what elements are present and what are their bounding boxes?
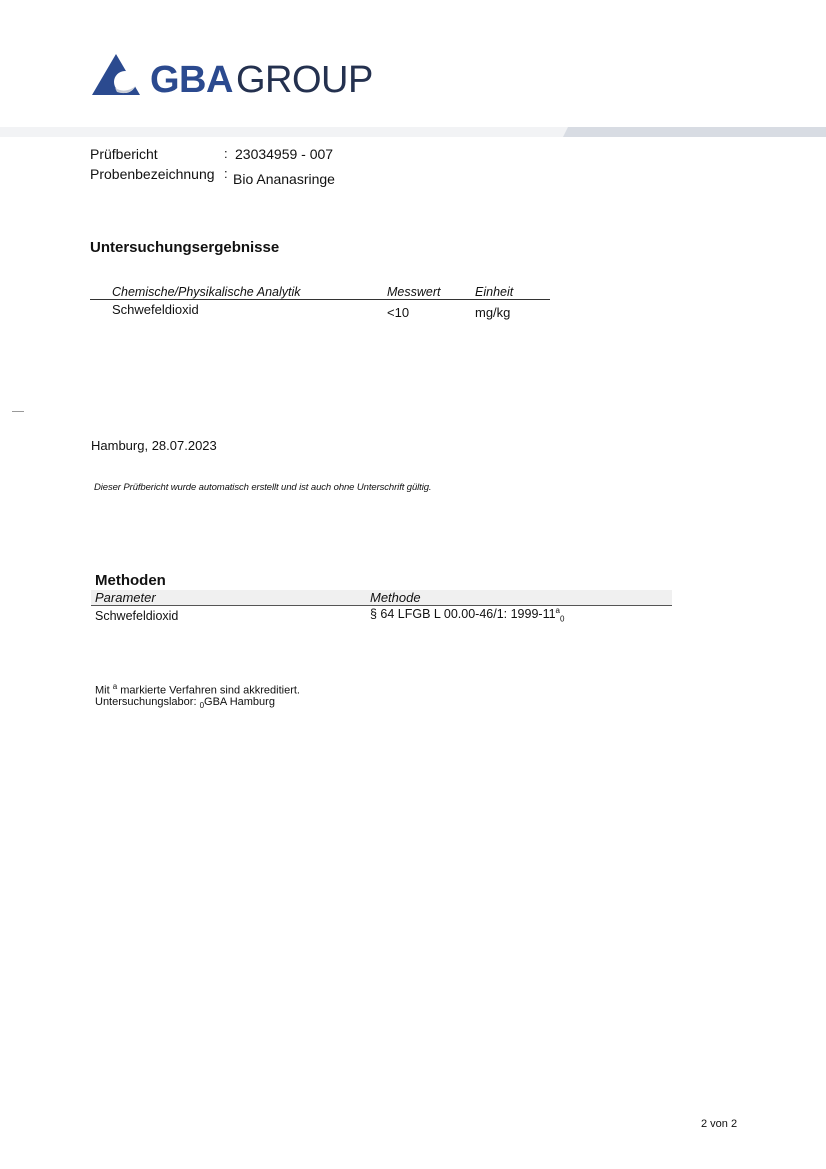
results-header-analysis: Chemische/Physikalische Analytik [112, 285, 301, 299]
accreditation-note [95, 682, 300, 697]
automatic-report-note: Dieser Prüfbericht wurde automatisch erstellt und ist auch ohne Unterschrift gültig. [94, 482, 432, 493]
lab-index: 0 [560, 614, 565, 624]
methods-header-parameter: Parameter [95, 590, 156, 605]
sample-colon: : [224, 166, 228, 181]
sample-label: Probenbezeichnung [90, 166, 215, 182]
logo-name-light: GROUP [236, 59, 373, 101]
lab-note-value: GBA Hamburg [204, 696, 275, 708]
results-row-parameter: Schwefeldioxid [112, 302, 199, 317]
lab-note [95, 696, 275, 710]
accreditation-mark: a [555, 606, 560, 615]
methods-title: Methoden [95, 572, 166, 589]
results-row-unit: mg/kg [475, 305, 511, 320]
results-header-unit: Einheit [475, 285, 514, 299]
margin-mark [12, 411, 24, 412]
logo-name-bold: GBA [150, 59, 233, 101]
accreditation-note-mark: a [112, 682, 118, 691]
lab-note-label: Untersuchungslabor: [95, 696, 200, 708]
results-row-value: <10 [387, 305, 410, 320]
report-number-colon: : [224, 146, 228, 161]
results-header-rule [90, 299, 550, 300]
gba-triangle-logo-icon [91, 50, 151, 98]
accreditation-note-post: markierte Verfahren sind akkreditiert. [117, 684, 300, 697]
accreditation-note-pre: Mit [95, 684, 113, 697]
place-date: Hamburg, 28.07.2023 [91, 438, 217, 453]
report-number-value: 23034959 - 007 [235, 146, 334, 162]
methods-header-method: Methode [370, 590, 421, 605]
results-title: Untersuchungsergebnisse [90, 239, 280, 256]
report-number-label: Prüfbericht [90, 146, 158, 162]
lab-note-index: 0 [199, 701, 205, 711]
sample-value: Bio Ananasringe [233, 171, 335, 187]
results-header-value: Messwert [387, 285, 441, 299]
methods-row-method [370, 606, 564, 624]
page-number: 2 von 2 [701, 1118, 738, 1130]
header-band [0, 127, 826, 137]
methods-row-method-text: § 64 LFGB L 00.00-46/1: 1999-11 [370, 607, 556, 622]
methods-row-parameter: Schwefeldioxid [95, 609, 179, 623]
